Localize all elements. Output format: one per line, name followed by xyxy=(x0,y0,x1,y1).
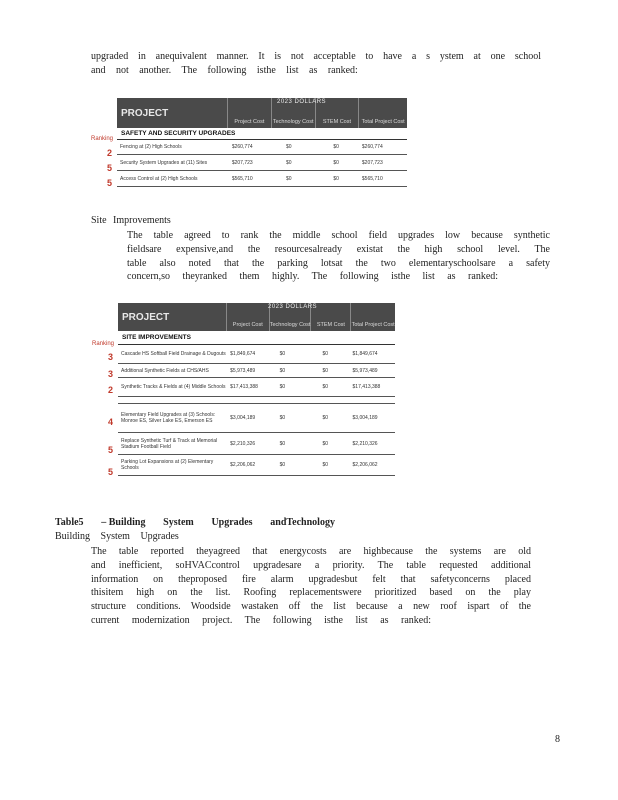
intro-paragraph xyxy=(91,50,541,78)
paragraph-line: The table agreed to rank the middle school field upgrades low because synthetic xyxy=(127,230,550,241)
rank-value: 2 xyxy=(108,385,114,395)
paragraph-line: The table reported theyagreed that energycosts are highbecause the systems are old xyxy=(91,546,531,557)
paragraph-line: structure conditions. Woodside wastaken off the list because a new roof ispart of the xyxy=(91,601,531,613)
paragraph-line: thisitem high on the list. Roofing replacementswere prioritized based on the play xyxy=(91,587,531,599)
caption-part: Table5 xyxy=(55,517,84,528)
paragraph-line: concern,so theyranked them highly. The following isthe list as ranked: xyxy=(127,271,499,283)
dollars-label: 2023 DOLLARS xyxy=(268,304,318,310)
column-header: STEM Cost xyxy=(316,322,345,328)
rank-value: 3 xyxy=(108,352,114,362)
project-column-header: PROJECT xyxy=(118,303,227,331)
paragraph-line: current modernization project. The following isthe list as ranked: xyxy=(91,614,432,626)
ranking-label: Ranking xyxy=(92,341,115,347)
intro-line-1: upgraded in anequivalent manner. It is not acceptable to have a s ystem at one school xyxy=(91,51,541,62)
table-row: Cascade HS Softball Field Drainage & Dugouts $1,849,674 $0 $0 $1,849,674 xyxy=(118,345,395,364)
building-system-paragraph xyxy=(91,545,531,628)
rank-value: 5 xyxy=(107,163,113,173)
site-improvements-paragraph xyxy=(127,229,550,284)
table-row: Elementary Field Upgrades at (3) Schools: Monroe ES, Silver Lake ES, Emerson ES $3,004,189 $0 $0 $3,004,189 xyxy=(118,404,395,433)
rank-value: 5 xyxy=(107,178,113,188)
column-header: Total Project Cost xyxy=(361,119,405,125)
table-header xyxy=(117,98,407,128)
paragraph-line: table also noted that the parking lotsat the two elementaryschoolsare a safety xyxy=(127,257,550,269)
table-row: Synthetic Tracks & Fields at (4) Middle Schools $17,413,388 $0 $0 $17,413,388 xyxy=(118,378,395,397)
column-header: Total Project Cost xyxy=(351,322,395,328)
intro-line-2: and not another. The following isthe list as ranked: xyxy=(91,64,358,76)
safety-upgrades-table xyxy=(117,98,407,187)
paragraph-line: and inefficient, soHVACcontrol upgradesare a priority. The table requested additional xyxy=(91,559,531,571)
table-row: Access Control at (2) High Schools $565,710 $0 $0 $565,710 xyxy=(117,171,407,187)
rank-value: 2 xyxy=(107,148,113,158)
caption-part: – Building xyxy=(101,517,146,528)
table-row: Fencing at (2) High Schools $260,774 $0 $0 $260,774 xyxy=(117,140,407,155)
column-header: Technology Cost xyxy=(269,322,311,328)
caption-part: andTechnology xyxy=(270,517,335,528)
table-row: Parking Lot Expansions at (2) Elementary Schools $2,206,062 $0 $0 $2,206,062 xyxy=(118,455,395,476)
column-header: Project Cost xyxy=(232,322,263,328)
ranking-label: Ranking xyxy=(91,136,114,142)
page-number: 8 xyxy=(555,734,560,745)
project-column-header: PROJECT xyxy=(117,98,228,128)
dollars-label: 2023 DOLLARS xyxy=(277,99,327,105)
section-title: SAFETY AND SECURITY UPGRADES xyxy=(117,128,407,140)
column-header: Technology Cost xyxy=(272,119,314,125)
site-improvements-heading: Site Improvements xyxy=(91,215,171,226)
rank-value: 5 xyxy=(108,467,114,477)
column-header: STEM Cost xyxy=(322,119,352,125)
rank-value: 3 xyxy=(108,369,114,379)
section-title: SITE IMPROVEMENTS xyxy=(118,331,395,345)
column-header: Project Cost xyxy=(234,119,265,125)
table-row: Additional Synthetic Fields at CHS/AHS $5,973,489 $0 $0 $5,973,489 xyxy=(118,364,395,378)
table-row: Security System Upgrades at (11) Sites $207,723 $0 $0 $207,723 xyxy=(117,155,407,171)
rank-value: 4 xyxy=(108,417,114,427)
table-header xyxy=(118,303,395,331)
table-row: Replace Synthetic Turf & Track at Memorial Stadium Football Field $2,210,326 $0 $0 $2,210,326 xyxy=(118,433,395,455)
rank-value: 5 xyxy=(108,445,114,455)
paragraph-line: fieldsare expensive,and the resourcesalready existat the high school level. The xyxy=(127,243,550,255)
paragraph-line: information on theproposed fire alarm upgradesbut felt that safetyconcerns placed xyxy=(91,573,531,585)
site-improvements-table xyxy=(118,303,395,476)
caption-part: Upgrades xyxy=(211,517,253,528)
caption-part: System xyxy=(163,517,194,528)
table5-caption xyxy=(55,516,335,530)
building-system-heading: Building System Upgrades xyxy=(55,531,179,542)
